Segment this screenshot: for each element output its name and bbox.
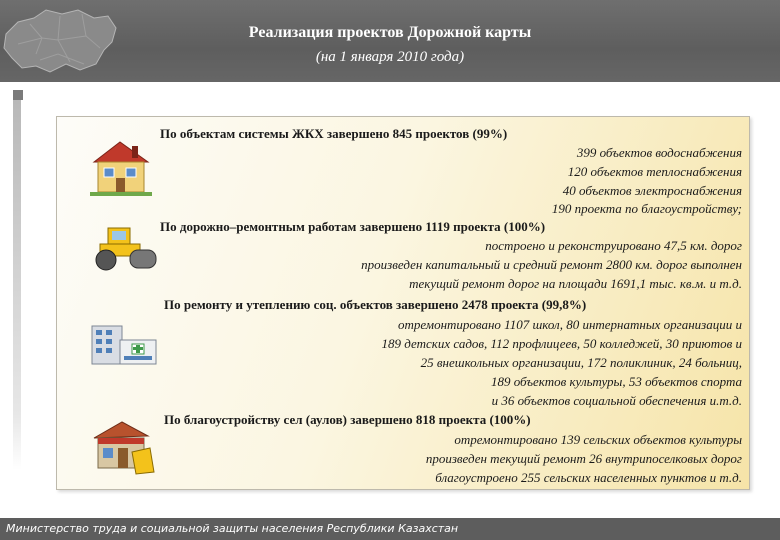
detail-line: и 36 объектов социальной обеспечения и.т.д. (491, 393, 742, 408)
kazakhstan-map-icon (0, 4, 120, 80)
footer-ministry-text: Министерство труда и социальной защиты населения Республики Казахстан (6, 522, 459, 535)
detail-line: 40 объектов электроснабжения (562, 183, 742, 198)
bullet-square (13, 90, 23, 100)
detail-line: 189 детских садов, 112 профлицеев, 50 колледжей, 30 приютов и (381, 336, 742, 351)
detail-line: построено и реконструировано 47,5 км. дорог (485, 238, 742, 253)
section-heading-housing: По объектам системы ЖКХ завершено 845 проектов (99%) (160, 126, 508, 141)
detail-line: 399 объектов водоснабжения (576, 145, 742, 160)
house-icon (86, 136, 156, 198)
decorative-side-bar (13, 100, 21, 470)
detail-line: отремонтировано 1107 школ, 80 интернатных организации и (397, 317, 742, 332)
page-subtitle: (на 1 января 2010 года) (315, 49, 465, 65)
road-roller-icon (86, 222, 160, 272)
village-shop-icon (88, 416, 158, 478)
detail-line: 120 объектов теплоснабжения (567, 164, 742, 179)
detail-line: благоустроено 255 сельских населенных пунктов и т.д. (435, 470, 742, 485)
section-heading-villages: По благоустройству сел (аулов) завершено 818 проекта (100%) (164, 412, 531, 427)
detail-line: 25 внешкольных организации, 172 поликлиник, 24 больниц, (420, 355, 742, 370)
social-buildings-icon (86, 318, 162, 368)
detail-line: 190 проекта по благоустройству; (551, 201, 742, 216)
detail-line: произведен текущий ремонт 26 внутрипоселковых дорог (425, 451, 742, 466)
footer-bar (0, 518, 780, 540)
detail-line: произведен капитальный и средний ремонт 2800 км. дорог выполнен (361, 257, 742, 272)
page-title: Реализация проектов Дорожной карты (248, 24, 532, 41)
detail-line: текущий ремонт дорог на площади 1691,1 тыс. кв.м. и т.д. (409, 276, 742, 291)
section-heading-roads: По дорожно–ремонтным работам завершено 1119 проекта (100%) (160, 219, 546, 234)
detail-line: 189 объектов культуры, 53 объектов спорта (490, 374, 742, 389)
section-heading-social: По ремонту и утеплению соц. объектов завершено 2478 проекта (99,8%) (164, 297, 587, 312)
header-bar (0, 0, 780, 82)
detail-line: отремонтировано 139 сельских объектов культуры (454, 432, 742, 447)
